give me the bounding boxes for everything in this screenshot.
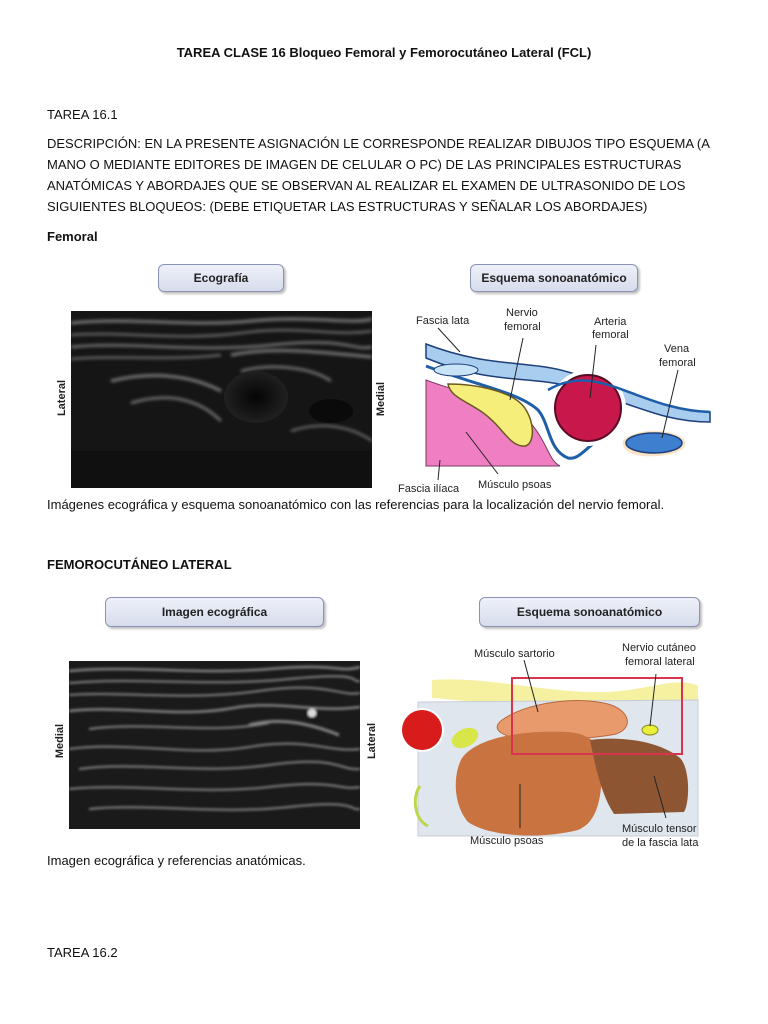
fcl-medial-label: Medial [54, 723, 66, 759]
femoral-ultrasound-title: Ecografía [158, 264, 284, 292]
label-nervio-cutaneo-2: femoral lateral [625, 656, 695, 668]
label-nervio-femoral-1: Nervio [506, 307, 538, 319]
label-fascia-lata: Fascia lata [416, 315, 470, 327]
label-musculo-psoas: Músculo psoas [470, 835, 544, 847]
label-fascia-iliaca: Fascia ilíaca [398, 483, 460, 495]
femoral-scheme-title: Esquema sonoanatómico [470, 264, 638, 292]
femoral-lateral-label: Lateral [56, 379, 68, 417]
femoral-medial-label: Medial [375, 381, 387, 417]
fcl-ultrasound-image [69, 661, 360, 829]
label-nervio-cutaneo-1: Nervio cutáneo [622, 642, 696, 654]
label-musculo-psoas: Músculo psoas [478, 479, 552, 491]
document-title: TAREA CLASE 16 Bloqueo Femoral y Femorocutáneo Lateral (FCL) [176, 45, 592, 60]
label-musculo-sartorio: Músculo sartorio [474, 648, 555, 660]
task-heading-16-2: TAREA 16.2 [47, 945, 118, 960]
task-heading-16-1: TAREA 16.1 [47, 107, 118, 122]
femoral-caption: Imágenes ecográfica y esquema sonoanatómico con las referencias para la localización del nervio femoral. [47, 497, 665, 512]
label-musculo-tensor-1: Músculo tensor [622, 823, 697, 835]
label-musculo-tensor-2: de la fascia lata [622, 837, 699, 849]
label-nervio-femoral-2: femoral [504, 321, 541, 333]
fcl-scheme-title: Esquema sonoanatómico [479, 597, 700, 627]
fcl-lateral-label: Lateral [366, 722, 378, 760]
fcl-scheme-diagram [398, 636, 718, 856]
task-description: DESCRIPCIÓN: EN LA PRESENTE ASIGNACIÓN LE CORRESPONDE REALIZAR DIBUJOS TIPO ESQUEMA (A MANO O MEDIANTE EDITORES DE IMAGEN DE CELULAR O PC) DE LAS PRINCIPALES ESTRUCTURAS ANATÓMICAS Y ABORDAJES QUE SE OBSERVAN AL REALIZAR EL EXAMEN DE ULTRASONIDO DE LOS SIGUIENTES BLOQUEOS: (DEBE ETIQUETAR LAS ESTRUCTURAS Y SEÑALAR LOS ABORDAJES) [47, 136, 710, 214]
fcl-caption: Imagen ecográfica y referencias anatómicas. [47, 853, 306, 868]
label-arteria-femoral-2: femoral [592, 329, 629, 341]
label-arteria-femoral-1: Arteria [594, 316, 627, 328]
fcl-ultrasound-title: Imagen ecográfica [105, 597, 324, 627]
femoral-scheme-diagram [398, 300, 718, 500]
femoral-ultrasound-image [71, 311, 372, 488]
fcl-heading: FEMOROCUTÁNEO LATERAL [47, 557, 232, 572]
femoral-heading: Femoral [47, 229, 98, 244]
label-vena-femoral-1: Vena [664, 343, 690, 355]
label-vena-femoral-2: femoral [659, 357, 696, 369]
